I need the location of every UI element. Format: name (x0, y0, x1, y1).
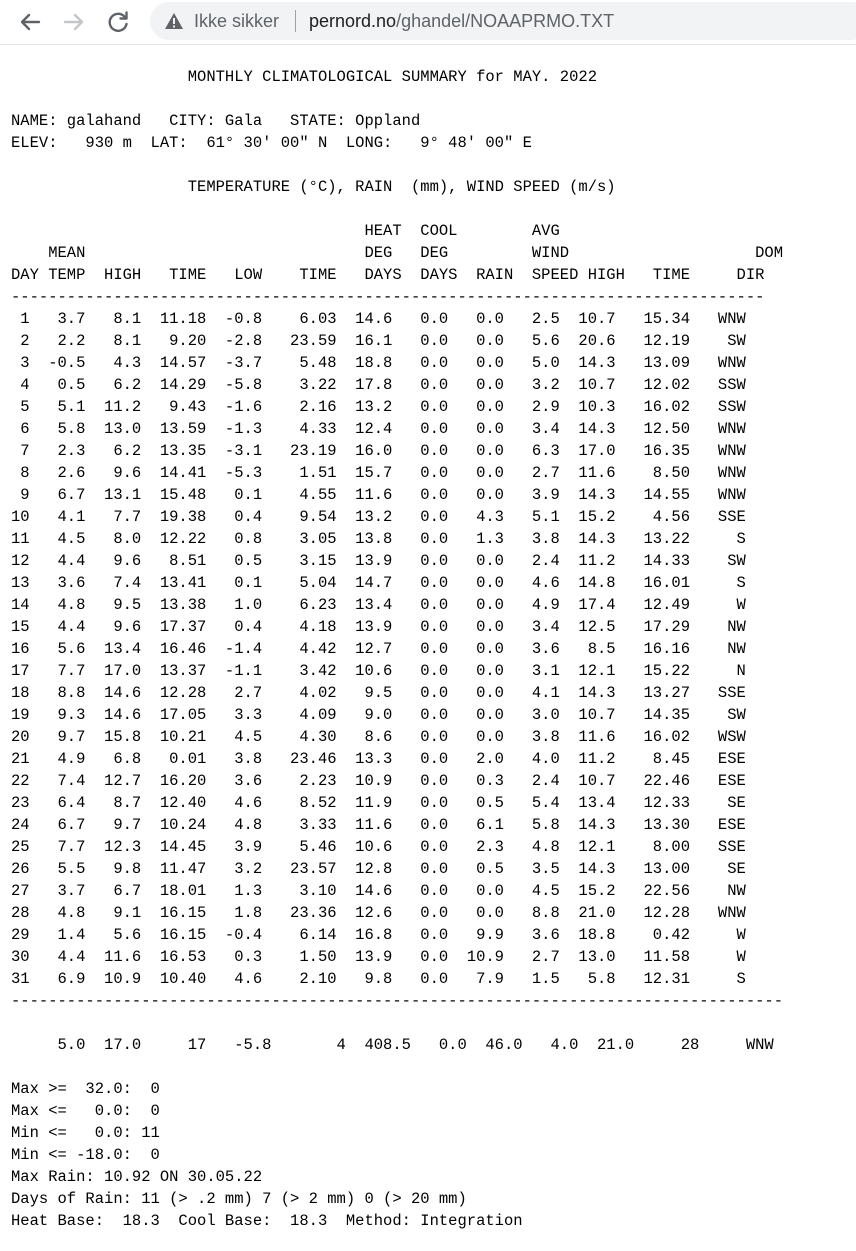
report-line: 2 2.2 8.1 9.20 -2.8 23.59 16.1 0.0 0.0 5.6 20.6 12.19 SW (11, 332, 746, 350)
report-line: Max >= 32.0: 0 (11, 1080, 160, 1098)
report-line (11, 198, 783, 220)
report-line: 30 4.4 11.6 16.53 0.3 1.50 13.9 0.0 10.9 2.7 13.0 11.58 W (11, 948, 746, 966)
report-line: 28 4.8 9.1 16.15 1.8 23.36 12.6 0.0 0.0 8.8 21.0 12.28 WNW (11, 904, 746, 922)
report-line: 20 9.7 15.8 10.21 4.5 4.30 8.6 0.0 0.0 3.8 11.6 16.02 WSW (11, 728, 746, 746)
report-line: 13 3.6 7.4 13.41 0.1 5.04 14.7 0.0 0.0 4.6 14.8 16.01 S (11, 574, 746, 592)
report-line: MEAN DEG DEG WIND DOM (11, 244, 784, 262)
report-line: TEMPERATURE (°C), RAIN (mm), WIND SPEED (m/s) (11, 178, 616, 196)
report-line: 11 4.5 8.0 12.22 0.8 3.05 13.8 0.0 1.3 3.8 14.3 13.22 S (11, 530, 746, 548)
warning-icon (164, 12, 184, 30)
report-line: 17 7.7 17.0 13.37 -1.1 3.42 10.6 0.0 0.0 3.1 12.1 15.22 N (11, 662, 746, 680)
report-line: 1 3.7 8.1 11.18 -0.8 6.03 14.6 0.0 0.0 2.5 10.7 15.34 WNW (11, 310, 746, 328)
report-line: 27 3.7 6.7 18.01 1.3 3.10 14.6 0.0 0.0 4.5 15.2 22.56 NW (11, 882, 746, 900)
climate-report (11, 66, 783, 1232)
report-line: 15 4.4 9.6 17.37 0.4 4.18 13.9 0.0 0.0 3.4 12.5 17.29 NW (11, 618, 746, 636)
report-line: 16 5.6 13.4 16.46 -1.4 4.42 12.7 0.0 0.0 3.6 8.5 16.16 NW (11, 640, 746, 658)
report-line: ELEV: 930 m LAT: 61° 30' 00" N LONG: 9° 48' 00" E (11, 134, 532, 152)
report-line: HEAT COOL AVG (11, 222, 560, 240)
report-line: Min <= 0.0: 11 (11, 1124, 160, 1142)
report-line: 10 4.1 7.7 19.38 0.4 9.54 13.2 0.0 4.3 5.1 15.2 4.56 SSE (11, 508, 746, 526)
report-line: 12 4.4 9.6 8.51 0.5 3.15 13.9 0.0 0.0 2.4 11.2 14.33 SW (11, 552, 746, 570)
url-text[interactable] (309, 11, 614, 32)
report-line: 8 2.6 9.6 14.41 -5.3 1.51 15.7 0.0 0.0 2.7 11.6 8.50 WNW (11, 464, 746, 482)
back-button[interactable] (16, 8, 44, 36)
address-bar[interactable] (150, 2, 856, 40)
report-line: --------------------------------------------------------------------------------- (11, 288, 765, 306)
back-arrow-icon (16, 8, 44, 36)
report-line (11, 1012, 783, 1034)
browser-toolbar (0, 0, 856, 45)
reload-button[interactable] (104, 8, 132, 36)
report-line: 24 6.7 9.7 10.24 4.8 3.33 11.6 0.0 6.1 5.8 14.3 13.30 ESE (11, 816, 746, 834)
report-line: 23 6.4 8.7 12.40 4.6 8.52 11.9 0.0 0.5 5.4 13.4 12.33 SE (11, 794, 746, 812)
report-line: 3 -0.5 4.3 14.57 -3.7 5.48 18.8 0.0 0.0 5.0 14.3 13.09 WNW (11, 354, 746, 372)
report-line (11, 154, 783, 176)
report-line: NAME: galahand CITY: Gala STATE: Oppland (11, 112, 421, 130)
report-line: Max <= 0.0: 0 (11, 1102, 160, 1120)
report-line: 4 0.5 6.2 14.29 -5.8 3.22 17.8 0.0 0.0 3.2 10.7 12.02 SSW (11, 376, 746, 394)
report-line: 21 4.9 6.8 0.01 3.8 23.46 13.3 0.0 2.0 4.0 11.2 8.45 ESE (11, 750, 746, 768)
report-line (11, 88, 783, 110)
forward-button[interactable] (60, 8, 88, 36)
security-label[interactable]: Ikke sikker (194, 11, 280, 31)
report-line: 18 8.8 14.6 12.28 2.7 4.02 9.5 0.0 0.0 4.1 14.3 13.27 SSE (11, 684, 746, 702)
report-line: 19 9.3 14.6 17.05 3.3 4.09 9.0 0.0 0.0 3.0 10.7 14.35 SW (11, 706, 746, 724)
report-line: 14 4.8 9.5 13.38 1.0 6.23 13.4 0.0 0.0 4.9 17.4 12.49 W (11, 596, 746, 614)
report-line: Min <= -18.0: 0 (11, 1146, 160, 1164)
address-separator (295, 10, 296, 32)
report-line: 25 7.7 12.3 14.45 3.9 5.46 10.6 0.0 2.3 4.8 12.1 8.00 SSE (11, 838, 746, 856)
report-line: 29 1.4 5.6 16.15 -0.4 6.14 16.8 0.0 9.9 3.6 18.8 0.42 W (11, 926, 746, 944)
forward-arrow-icon (60, 8, 88, 36)
report-line: 26 5.5 9.8 11.47 3.2 23.57 12.8 0.0 0.5 3.5 14.3 13.00 SE (11, 860, 746, 878)
reload-icon (104, 8, 132, 36)
report-line: 7 2.3 6.2 13.35 -3.1 23.19 16.0 0.0 0.0 6.3 17.0 16.35 WNW (11, 442, 746, 460)
report-line: 6 5.8 13.0 13.59 -1.3 4.33 12.4 0.0 0.0 3.4 14.3 12.50 WNW (11, 420, 746, 438)
url-path: /ghandel/NOAAPRMO.TXT (396, 11, 615, 31)
report-line: 31 6.9 10.9 10.40 4.6 2.10 9.8 0.0 7.9 1.5 5.8 12.31 S (11, 970, 746, 988)
report-line: ----------------------------------------------------------------------------------- (11, 992, 784, 1010)
report-line: MONTHLY CLIMATOLOGICAL SUMMARY for MAY. 2022 (11, 68, 597, 86)
report-line: 22 7.4 12.7 16.20 3.6 2.23 10.9 0.0 0.3 2.4 10.7 22.46 ESE (11, 772, 746, 790)
report-line: Heat Base: 18.3 Cool Base: 18.3 Method: Integration (11, 1212, 523, 1230)
report-line: 5.0 17.0 17 -5.8 4 408.5 0.0 46.0 4.0 21.0 28 WNW (11, 1036, 774, 1054)
report-line: 5 5.1 11.2 9.43 -1.6 2.16 13.2 0.0 0.0 2.9 10.3 16.02 SSW (11, 398, 746, 416)
report-line: DAY TEMP HIGH TIME LOW TIME DAYS DAYS RAIN SPEED HIGH TIME DIR (11, 266, 765, 284)
report-line: 9 6.7 13.1 15.48 0.1 4.55 11.6 0.0 0.0 3.9 14.3 14.55 WNW (11, 486, 746, 504)
report-line (11, 1056, 783, 1078)
report-line: Days of Rain: 11 (> .2 mm) 7 (> 2 mm) 0 (> 20 mm) (11, 1190, 467, 1208)
url-host: pernord.no (309, 11, 397, 31)
report-line: Max Rain: 10.92 ON 30.05.22 (11, 1168, 263, 1186)
